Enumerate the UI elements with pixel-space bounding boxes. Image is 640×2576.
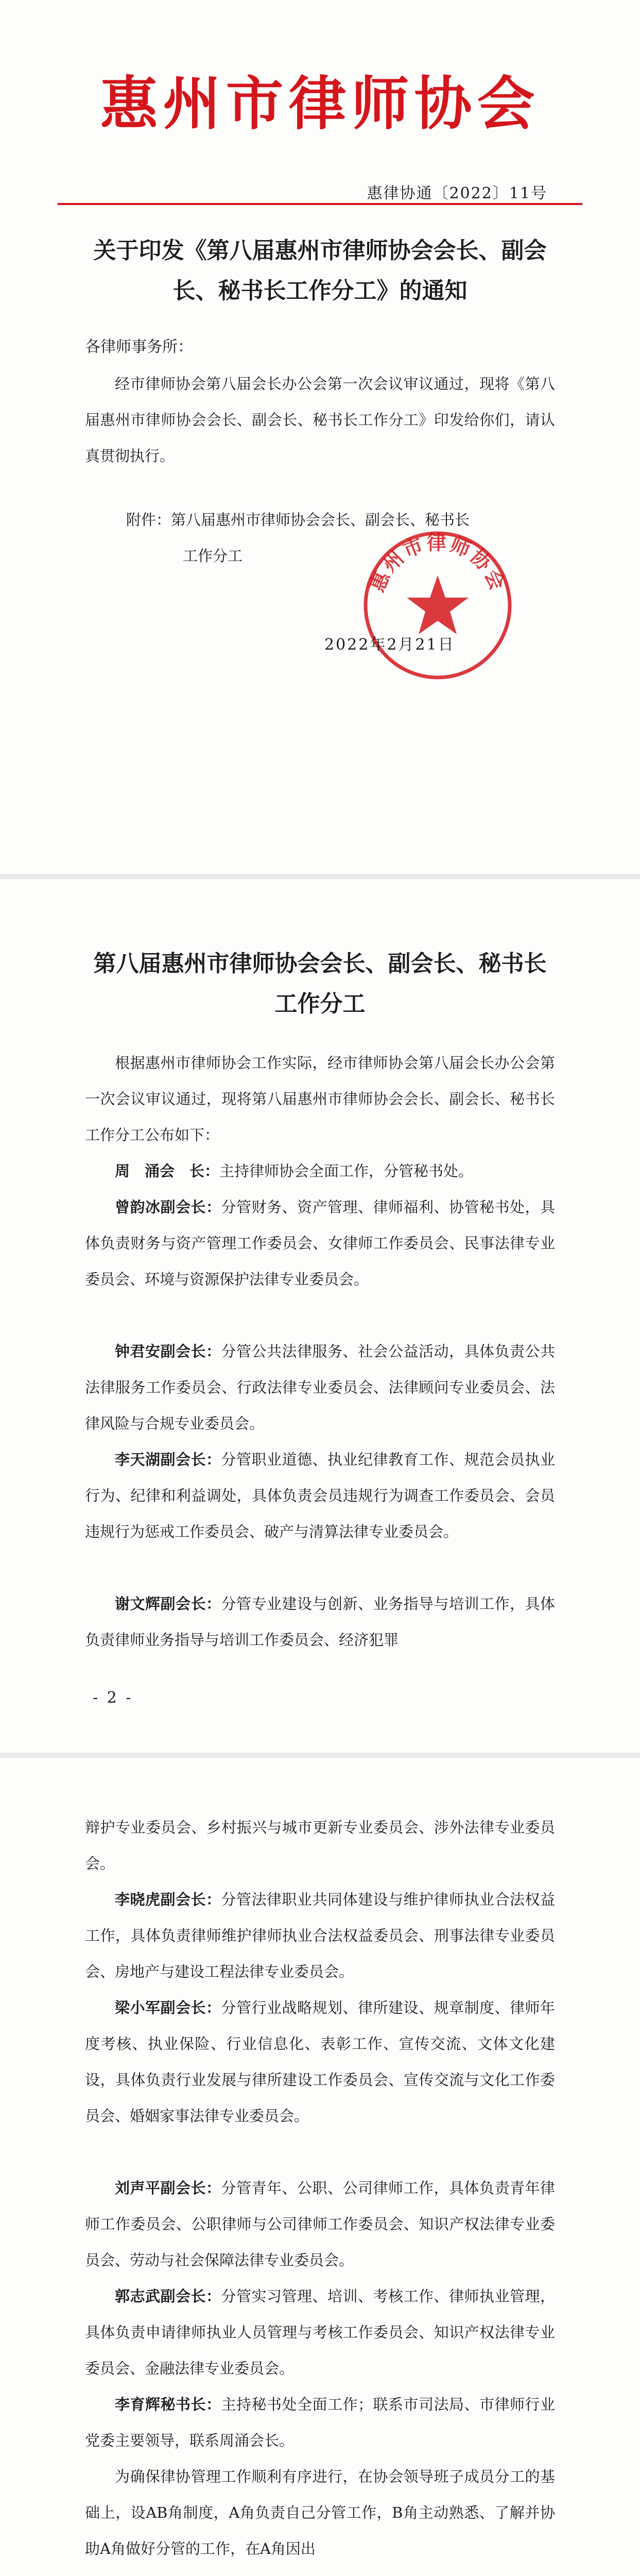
seal-text: 惠州市律师协会 <box>365 531 510 596</box>
entry-li-yuhui <box>85 2386 555 2459</box>
entry-zhou-yong <box>85 1153 555 1189</box>
notice-title: 关于印发《第八届惠州市律师协会会长、副会长、秘书长工作分工》的通知 <box>93 238 547 304</box>
entry-role: 钟君安副会长： <box>115 1343 221 1360</box>
entry-text: 分管青年、公职、公司律师工作，具体负责青年律师工作委员会、公职律师与公司律师工作委员会、知识产权法律专业委员会、劳动与社会保障法律专业委员会。 <box>85 2179 555 2269</box>
entry-role: 周 涌会 长： <box>115 1162 220 1180</box>
entry-text: 主持律师协会全面工作，分管秘书处。 <box>219 1162 474 1180</box>
entry-liu-shengping <box>85 2170 555 2278</box>
page-number: - 2 - <box>93 1689 133 1707</box>
attachment-label: 附件： <box>126 511 171 529</box>
entry-role: 李天湖副会长： <box>115 1451 221 1468</box>
entry-guo-zhiwu <box>85 2278 555 2386</box>
entry-zeng-yunbing <box>85 1189 555 1297</box>
ab-role-intro: 为确保律协管理工作顺利有序进行，在协会领导班子成员分工的基础上，设AB角制度，A角负责自己分管工作，B角主动熟悉、了解并协助A角做好分管的工作，在A角因出 <box>85 2468 555 2557</box>
entry-role: 李育辉秘书长： <box>115 2396 221 2413</box>
official-seal <box>360 528 515 683</box>
entry-li-tianhu <box>85 1442 555 1550</box>
entry-text: 分管专业建设与创新、业务指导与培训工作，具体负责律师业务指导与培训工作委员会、经济犯罪 <box>85 1595 555 1649</box>
attachment-text-cont: 工作分工 <box>183 547 243 565</box>
entry-zhong-junan <box>85 1333 555 1442</box>
notice-body: 经市律师协会第八届会长办公会第一次会议审议通过，现将《第八届惠州市律师协会会长、副会长、秘书长工作分工》印发给你们，请认真贯彻执行。 <box>85 375 555 465</box>
entry-text: 分管财务、资产管理、律师福利、协管秘书处，具体负责财务与资产管理工作委员会、女律师工作委员会、民事法律专业委员会、环境与资源保护法律专业委员会。 <box>85 1198 555 1288</box>
page-3 <box>0 1758 640 2576</box>
entry-xie-wenhui <box>85 1586 555 1658</box>
entry-role: 曾韵冰副会长： <box>115 1198 221 1216</box>
masthead-title: 惠州市律师协会 <box>100 70 540 138</box>
entry-text: 分管行业战略规划、律所建设、规章制度、律师年度考核、执业保险、行业信息化、表彰工作、宣传交流、文体文化建设，具体负责行业发展与律所建设工作委员会、宣传交流与文化工作委员会、婚姻家事法律专业委员会。 <box>85 1999 555 2125</box>
document-number: 惠律协通〔2022〕11号 <box>367 184 547 202</box>
entry-text: 分管公共法律服务、社会公益活动，具体负责公共法律服务工作委员会、行政法律专业委员会、法律顾问专业委员会、法律风险与合规专业委员会。 <box>85 1343 555 1432</box>
entry-role: 刘声平副会长： <box>115 2179 221 2197</box>
entry-role: 郭志武副会长： <box>115 2287 221 2305</box>
issue-date: 2022年2月21日 <box>324 636 455 654</box>
entry-text: 分管职业道德、执业纪律教育工作、规范会员执业行为、纪律和利益调处，具体负责会员违规行为调查工作委员会、会员违规行为惩戒工作委员会、破产与清算法律专业委员会。 <box>85 1451 555 1540</box>
attachment-text: 第八届惠州市律师协会会长、副会长、秘书长 <box>171 511 470 529</box>
page-1 <box>0 0 640 874</box>
masthead-red-rule <box>58 203 582 205</box>
division-title: 第八届惠州市律师协会会长、副会长、秘书长工作分工 <box>93 951 547 1017</box>
seal-star-icon <box>407 575 469 634</box>
entry-role: 李晓虎副会长： <box>115 1891 221 1908</box>
continuation-text: 辩护专业委员会、乡村振兴与城市更新专业委员会、涉外法律专业委员会。 <box>85 1819 555 1872</box>
entry-role: 梁小军副会长： <box>115 1999 221 2016</box>
division-intro: 根据惠州市律师协会工作实际，经市律师协会第八届会长办公会第一次会议审议通过，现将第八届惠州市律师协会会长、副会长、秘书长工作分工公布如下： <box>85 1054 555 1144</box>
entry-li-xiaohu <box>85 1882 555 1990</box>
entry-text: 主持秘书处全面工作；联系市司法局、市律师行业党委主要领导，联系周涌会长。 <box>85 2396 555 2449</box>
entry-text: 分管法律职业共同体建设与维护律师执业合法权益工作，具体负责律师维护律师执业合法权益委员会、刑事法律专业委员会、房地产与建设工程法律专业委员会。 <box>85 1891 555 1980</box>
salutation: 各律师事务所： <box>85 338 193 356</box>
page-2 <box>0 879 640 1753</box>
entry-role: 谢文辉副会长： <box>115 1595 221 1613</box>
entry-text: 分管实习管理、培训、考核工作、律师执业管理，具体负责申请律师执业人员管理与考核工作委员会、知识产权法律专业委员会、金融法律专业委员会。 <box>85 2287 555 2377</box>
entry-liang-xiaojun <box>85 1990 555 2134</box>
